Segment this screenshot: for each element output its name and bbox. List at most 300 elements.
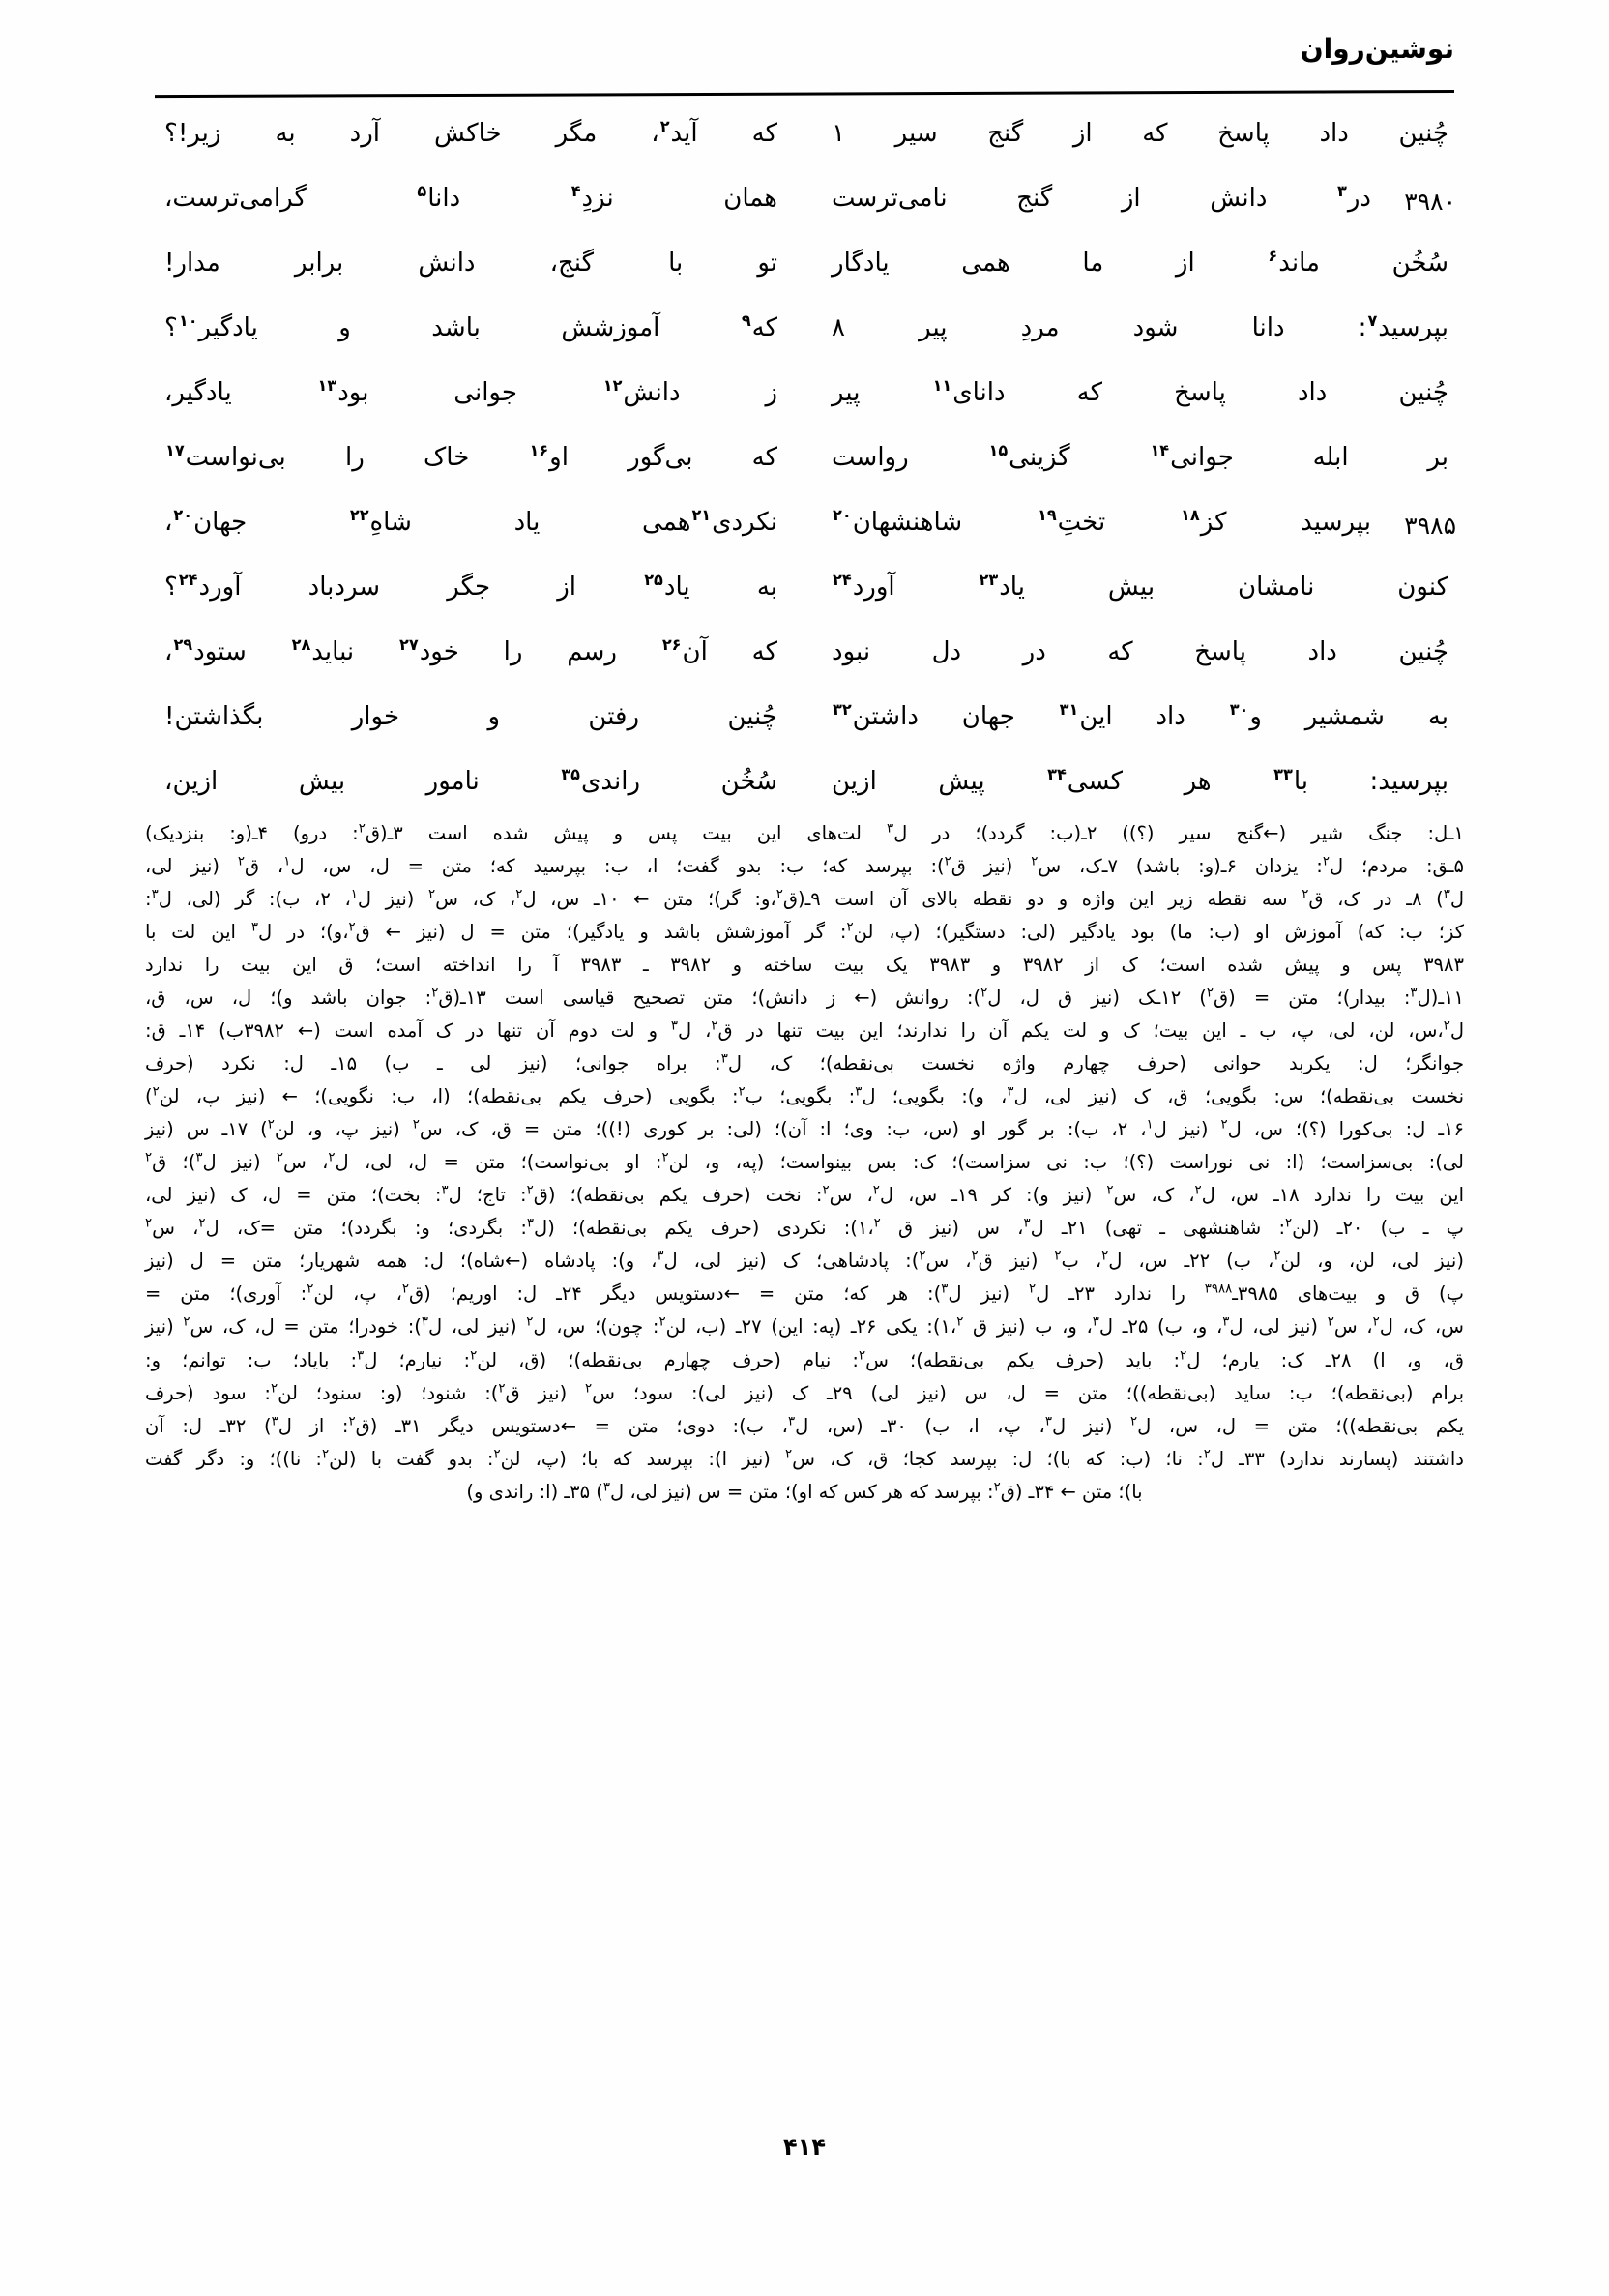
note-variant-marker: ۲ [872, 1183, 880, 1198]
verse-word: که$^۹$ [741, 311, 777, 342]
note-variant-marker: ۲ [198, 1216, 206, 1231]
verse-word: از [557, 573, 577, 602]
verse-word: یادگار [832, 249, 890, 278]
verse-word: چُنین [1398, 378, 1448, 407]
variant-marker: ۲۰ [173, 506, 193, 525]
note-variant-marker: ۲ [858, 1348, 866, 1363]
verse-word: که [1076, 378, 1102, 407]
verse-row [155, 246, 1454, 306]
note-variant-marker: ۲ [1180, 1348, 1187, 1363]
verse-word: بی‌گور [628, 443, 693, 472]
verse-word: داد [1156, 702, 1185, 731]
note-variant-marker: ۳ [441, 1183, 449, 1198]
verse-word: چُنین [1398, 637, 1448, 666]
verse-word: چُنین [1398, 119, 1448, 148]
note-variant-marker: ۲ [775, 887, 783, 902]
header-divider-rule [155, 90, 1454, 98]
verse-word: آن$^{۲۶}$ [661, 635, 708, 666]
note-variant-marker: ۲ [1220, 1117, 1228, 1133]
verse-word: را [503, 637, 523, 666]
note-variant-marker: ۳ [1443, 887, 1450, 902]
note-variant-marker: ۲ [1372, 1314, 1380, 1330]
hemistich-first [804, 181, 1454, 218]
verse-word: جوانی [453, 378, 517, 407]
verse-word: ۱ [832, 119, 846, 148]
verse-word: که [751, 443, 777, 472]
verse-word: پاسخ [1217, 119, 1270, 148]
note-variant-marker: ۲ [267, 1117, 275, 1133]
note-variant-marker: ۳ [1044, 1414, 1052, 1429]
footnote-line: پ) ق و بیت‌های ۳۹۸۵ـ$^{۳۹۸۸}$ را ندارد ۲۳ـ ل$^۲$ (نیز ل$^۳$): هر که؛ متن = ←دستویس دیگر ۲۴ـ ل: اوریم؛ (ق$^۲$، پ، لن$^۲$: آوری)؛ متن = [145, 1281, 1464, 1306]
verse-word: یادگیر، [164, 378, 232, 407]
variant-marker: ۲۶ [661, 635, 682, 655]
hemistich-second [155, 440, 804, 477]
note-variant-marker: ۲ [470, 1348, 478, 1363]
verse-word: خوار [351, 702, 400, 731]
verse-word: آورد$^{۲۴}$ [833, 571, 895, 602]
verse-word: گنج، [549, 249, 594, 278]
verse-word: نامور [425, 767, 480, 796]
note-variant-marker: ۲ [145, 1216, 153, 1231]
note-variant-marker: ۲ [526, 1183, 534, 1198]
note-variant-marker: ۲ [980, 986, 988, 1001]
note-variant-marker: ۲ [428, 887, 436, 902]
note-variant-marker: ۲ [526, 1314, 534, 1330]
verse-word: زیر!؟ [164, 119, 221, 148]
verse-word: شاهِ$^{۲۲}$ [349, 506, 412, 537]
note-variant-marker: ۲ [401, 1281, 410, 1297]
hemistich-second [155, 116, 804, 153]
verse-row [155, 570, 1454, 630]
footnote-line: ۱ـل: جنگ شیر (←گنج سیر (؟)) ۲ـ(ب: گردد)؛ در ل$^۳$ لت‌های این بیت پس و پیش شده است ۳ـ(ق$^۲$: درو) ۴ـ(و: بنزدیک) [145, 821, 1464, 844]
footnote-line: لی): بی‌سزاست؛ (ا: نی نوراست (؟)؛ ب: نی سزاست)؛ ک: بس بینواست؛ (په، و، لن$^۲$: او بی‌نواست)؛ متن = ل، لی، ل$^۲$، س$^۲$ (نیز ل$^۳$)؛ ق$^۲$ [145, 1150, 1464, 1174]
verse-word: در [1022, 637, 1046, 666]
variant-marker: ۳ [1337, 182, 1347, 201]
variant-marker: ۲۱ [691, 506, 712, 525]
note-variant-marker: ۲ [183, 1314, 190, 1330]
verse-word: جهان [961, 702, 1015, 731]
verse-word: داشتن$^{۳۲}$ [833, 700, 919, 731]
footnote-line: ۱۱ـ(ل$^۳$: بیدار)؛ متن = (ق$^۲$) ۱۲ـک (نیز ق ل، ل$^۲$): روانش (← ز دانش)؛ متن تصحیح قیاسی است ۱۳ـ(ق$^۲$: جوان باشد و)؛ ل، س، ق، [145, 986, 1464, 1010]
verse-word: ماند$^۶$ [1268, 247, 1320, 278]
verse-word: راندی$^{۳۵}$ [561, 765, 641, 796]
note-variant-marker: ۲ [1273, 1249, 1281, 1264]
note-variant-marker: ۲ [348, 1414, 356, 1429]
verse-word: جوانی$^{۱۴}$ [1150, 441, 1234, 472]
verse-word: سُخُن [720, 767, 777, 796]
note-variant-marker: ۳ [250, 920, 258, 935]
verse-word: بپرسید [1301, 508, 1371, 537]
verse-word: شمشیر [1304, 702, 1385, 731]
hemistich-first [804, 246, 1454, 282]
footnote-line: جوانگر؛ ل: یکربد حوانی (حرف چهارم واژه نخست بی‌نقطه)؛ ک، ل$^۳$: براه جوانی؛ (نیز لی ـ ب) ۱۵ـ ل: نکرد (حرف [145, 1051, 1464, 1075]
note-variant-marker: ۲ [1302, 887, 1309, 902]
verse-word: به [1427, 702, 1448, 731]
hemistich-first [804, 634, 1454, 671]
verse-word: سیر [894, 119, 938, 148]
note-variant-marker: ۲ [152, 1084, 160, 1100]
footnote-line: کز؛ ب: که) آموزش او (ب: ما) بود یادگیر (لی: دستگیر)؛ (پ، لن$^۲$: گر آموزشش باشد و یادگیر)؛ متن = ل (نیز ← ق$^۲$،و)؛ در ل$^۳$ این لت با [145, 920, 1465, 944]
variant-marker: ۱۲ [602, 376, 623, 396]
variant-marker: ۲۰ [833, 506, 852, 525]
verse-word: کز$^{۱۸}$ [1181, 506, 1227, 537]
variant-marker: ۲۴ [178, 571, 198, 590]
note-variant-marker: ۲ [145, 1150, 153, 1165]
verse-word: که [1142, 119, 1168, 148]
footnote-line: (نیز لی، لن، و، لن$^۲$، ب) ۲۲ـ س، ل$^۲$، ب$^۲$ (نیز ق$^۲$، س$^۲$): پادشاهی؛ ک (نیز لی، ل$^۳$، و): پادشاه (←شاه)؛ ل: همه شهریار؛ متن = ل (نیز [145, 1249, 1464, 1273]
note-variant-marker: ۳ [1410, 986, 1418, 1001]
note-variant-marker: ۳ [357, 1348, 365, 1363]
verse-word: مگر [555, 119, 598, 148]
verse-word: که [751, 119, 777, 148]
note-variant-marker: ۱ [283, 854, 291, 869]
note-variant-marker: ۲ [493, 1447, 501, 1462]
note-variant-marker: ۳ [941, 1281, 949, 1297]
verse-word: دانش [418, 249, 476, 278]
note-variant-marker: ۲ [358, 821, 366, 837]
verse-row [155, 116, 1454, 176]
note-variant-marker: ۳ [1007, 1084, 1014, 1100]
verse-word: داد [1307, 637, 1337, 666]
variant-marker: ۱۵ [988, 441, 1009, 460]
verse-word: پیر [832, 378, 861, 407]
running-head-title: نوشین‌روان [1300, 33, 1454, 65]
verse-word: یاد$^{۲۵}$ [644, 571, 690, 602]
note-variant-marker: ۲ [1101, 1249, 1109, 1264]
verse-word: جهان$^{۲۰}$، [164, 506, 248, 537]
verse-word: یادگیر$^{۱۰}$؟ [164, 311, 258, 342]
verse-word: مدار! [164, 249, 220, 278]
verse-row [155, 634, 1454, 694]
note-variant-marker: ۲ [1031, 854, 1039, 869]
note-variant-marker: ۲ [1029, 1281, 1037, 1297]
hemistich-first [804, 764, 1454, 801]
hemistich-second [155, 634, 804, 671]
variant-marker: ۲۷ [399, 635, 419, 655]
verse-word: ز [765, 378, 777, 407]
variant-marker: ۷ [1367, 311, 1378, 331]
note-variant-marker: ۳ [1222, 1314, 1230, 1330]
note-variant-marker: ۲ [322, 1447, 330, 1462]
verse-word: دانش [1210, 184, 1268, 213]
verse-word: گنج [1016, 184, 1053, 213]
folio-page-number: ۴۱۴ [783, 2134, 826, 2161]
verse-word: همان [723, 184, 777, 213]
variant-marker: ۱۷ [165, 441, 185, 460]
variant-marker: ۳۴ [1047, 765, 1067, 784]
variant-marker: ۱۶ [529, 441, 549, 460]
footnote-line: ق، و، ا) ۲۸ـ ک: یارم؛ ل$^۲$: باید (حرف یکم بی‌نقطه)؛ س$^۲$: نیام (حرف چهارم بی‌نقطه)؛ (ق، لن$^۲$: نیارم؛ ل$^۳$: بایاد؛ ب: توانم؛ و: [145, 1348, 1464, 1371]
verse-word: با [668, 249, 684, 278]
verse-word: کنون [1397, 573, 1448, 602]
variant-marker: ۱۸ [1181, 506, 1200, 525]
verse-word: نکردی$^{۲۱}$همی [642, 506, 777, 537]
note-variant-marker: ۲ [873, 1216, 881, 1231]
verse-word: نامی‌ترست [832, 184, 948, 213]
verse-word: شاهنشهان$^{۲۰}$ [833, 506, 963, 537]
hemistich-second [155, 699, 804, 736]
hemistich-first [804, 310, 1454, 347]
variant-marker: ۳۳ [1273, 765, 1293, 784]
footnote-line: ۱۶ـ ل: بی‌کورا (؟)؛ س، ل$^۲$ (نیز ل$^۱$، ۲، ب): بر گور او (س، ب: وی؛ ا: آن)؛ (لی: بر کوری (!))؛ متن = ق، ک، س$^۲$ (نیز پ، و، لن$^۲$) ۱۷ـ س (نیز [145, 1117, 1464, 1141]
note-variant-marker: ۳ [670, 1018, 679, 1034]
note-variant-marker: ۳ [657, 1249, 664, 1264]
note-variant-marker: ۲ [271, 1381, 278, 1397]
hemistich-second [155, 505, 804, 542]
hemistich-second [155, 310, 804, 347]
verse-word: کسی$^{۳۴}$ [1047, 765, 1124, 796]
verse-word: ۸ [832, 313, 845, 342]
verse-row [155, 310, 1454, 370]
verse-word: بگذاشتن! [164, 702, 264, 731]
variant-marker: ۲۴ [833, 571, 852, 590]
note-variant-marker: ۲ [944, 854, 951, 869]
verse-word: سُخُن [1391, 249, 1448, 278]
note-variant-marker: ۲ [785, 1447, 793, 1462]
hemistich-second [155, 570, 804, 606]
verse-word: ازین [832, 767, 877, 796]
verse-word: این$^{۳۱}$ [1059, 700, 1113, 731]
variant-marker: ۲۹ [173, 635, 193, 655]
note-variant-marker: ۱ [350, 887, 358, 902]
verse-row [155, 181, 1454, 241]
verse-word: به [275, 119, 296, 148]
variant-marker: ۳۰ [1229, 700, 1249, 720]
verse-row [155, 764, 1454, 824]
note-variant-marker: ۲ [1203, 1447, 1211, 1462]
note-variant-marker: ۲ [515, 887, 523, 902]
hemistich-second [155, 246, 804, 282]
verse-word: برابر [294, 249, 344, 278]
note-variant-marker: ۲ [1322, 854, 1330, 869]
verse-word: داد [1297, 378, 1328, 407]
footnote-apparatus [145, 817, 1464, 1509]
verse-word: دانش$^{۱۲}$ [602, 376, 681, 407]
verse-word: همی [961, 249, 1010, 278]
hemistich-first [804, 570, 1454, 606]
footnote-line: ۳۹۸۳ پس و پیش شده است؛ ک از ۳۹۸۲ و ۳۹۸۳ یک بیت ساخته و ۳۹۸۲ ـ ۳۹۸۳ آ را انداخته است؛ ق این بیت را ندارد [145, 954, 1464, 977]
variant-marker: ۱۱ [932, 376, 952, 396]
verse-word: سردباد [307, 573, 381, 602]
hemistich-first [804, 505, 1454, 542]
variant-marker: ۱۹ [1037, 506, 1057, 525]
note-variant-marker: ۲ [307, 1281, 314, 1297]
verse-word: خاک [424, 443, 470, 472]
verse-word: رواست [832, 443, 909, 472]
verse-word: نامشان [1238, 573, 1315, 602]
verse-word: تو [757, 249, 777, 278]
note-variant-marker: ۲ [1106, 1183, 1114, 1198]
variant-marker: ۲ [659, 117, 670, 136]
note-variant-marker: ۲ [971, 1249, 979, 1264]
verse-word: و [338, 313, 351, 342]
note-variant-marker: ۲ [1054, 1249, 1062, 1264]
variant-marker: ۲۳ [979, 571, 999, 590]
verse-word: پاسخ [1194, 637, 1246, 666]
verse-word: با$^{۳۳}$ [1273, 765, 1308, 796]
note-variant-marker: ۲ [1327, 1314, 1334, 1330]
note-variant-marker: ۲ [1443, 1018, 1450, 1034]
note-variant-marker: ۳ [855, 1084, 863, 1100]
hemistich-first [804, 699, 1454, 736]
note-variant-marker: ۲ [348, 920, 356, 935]
verse-word: داد [1319, 119, 1349, 148]
note-variant-marker: ۲ [1130, 1414, 1138, 1429]
verse-word: یاد [513, 508, 541, 537]
verse-word: آورد$^{۲۴}$؟ [164, 571, 242, 602]
verse-line-number: ۳۹۸۰ [1404, 188, 1456, 216]
note-variant-marker: ۲ [276, 1150, 284, 1165]
note-variant-marker: ۳ [1023, 1216, 1031, 1231]
footnote-line: پ ـ ب) ۲۰ـ (لن$^۲$: شاهنشهی ـ تهی) ۲۱ـ ل$^۳$، س (نیز ق ۱،$^۲$): نکردی (حرف یکم بی‌نقطه)؛ (ل$^۳$: بگردی؛ و: بگردد)؛ متن =ک، ل$^۲$، س$^۲$ [145, 1216, 1464, 1240]
note-variant-marker: ۳۹۸۸ [1204, 1281, 1233, 1297]
verse-word: یاد$^{۲۳}$ [979, 571, 1025, 602]
verse-word: آموزشش [561, 313, 660, 342]
variant-marker: ۲۸ [291, 635, 311, 655]
verse-word: گنج [987, 119, 1024, 148]
verse-word: هر [1184, 767, 1212, 796]
note-variant-marker: ۲ [498, 1381, 506, 1397]
verse-block [155, 116, 1456, 796]
note-variant-marker: ۳ [886, 821, 894, 837]
verse-row [155, 440, 1454, 500]
verse-word: و$^{۳۰}$ [1229, 700, 1262, 731]
variant-marker: ۳۱ [1059, 700, 1079, 720]
note-variant-marker: ۲ [412, 1117, 420, 1133]
verse-row [155, 699, 1454, 759]
verse-word: که [751, 637, 777, 666]
note-variant-marker: ۲ [1285, 1216, 1293, 1231]
hemistich-second [155, 181, 804, 218]
verse-word: بود$^{۱۳}$ [317, 376, 369, 407]
verse-word: ما [1082, 249, 1104, 278]
footnote-line: این بیت را ندارد ۱۸ـ س، ل$^۲$، ک، س$^۲$ (نیز و): کر ۱۹ـ س، ل$^۲$، س$^۲$: نخت (حرف یکم بی‌نقطه)؛ (ق$^۲$: تاج؛ ل$^۳$: بخت)؛ متن = ل، ک (نیز لی، [145, 1183, 1465, 1207]
verse-word: نبود [832, 637, 871, 666]
variant-marker: ۹ [741, 311, 751, 331]
variant-marker: ۲۵ [644, 571, 663, 590]
verse-word: بپرسید: [1369, 767, 1448, 796]
variant-marker: ۴ [570, 182, 581, 201]
note-variant-marker: ۳ [720, 1051, 728, 1067]
variant-marker: ۲۲ [349, 506, 369, 525]
hemistich-first [804, 375, 1454, 412]
verse-word: پیش [938, 767, 985, 796]
note-variant-marker: ۲ [993, 1480, 1001, 1495]
variant-marker: ۶ [1268, 247, 1278, 266]
note-variant-marker: ۲ [1206, 986, 1214, 1001]
verse-word: در$^۳$ [1337, 182, 1371, 213]
note-variant-marker: ۳ [1092, 1314, 1099, 1330]
verse-word: تختِ$^{۱۹}$ [1037, 506, 1106, 537]
verse-word: آید$^۲$، [651, 117, 698, 148]
note-variant-marker: ۳ [151, 887, 159, 902]
verse-row [155, 505, 1454, 565]
note-variant-marker: ۲ [738, 1084, 746, 1100]
footnote-line: با)؛ متن ← ۳۴ـ (ق$^۲$: بپرسد که هر کس که او)؛ متن = س (نیز لی، ل$^۳$) ۳۵ـ (ا: راندی و) [466, 1480, 1143, 1503]
verse-word: را [345, 443, 365, 472]
verse-word: به [756, 573, 777, 602]
note-variant-marker: ۲ [919, 1249, 926, 1264]
verse-word: گرامی‌ترست، [164, 184, 307, 213]
verse-word: رسم [567, 637, 617, 666]
verse-word: که [1107, 637, 1133, 666]
verse-word: خود$^{۲۷}$ [399, 635, 459, 666]
variant-marker: ۱۳ [317, 376, 337, 396]
verse-word: آرد [349, 119, 381, 148]
footnote-line: یکم بی‌نقطه))؛ متن = ل، س، ل$^۲$ (نیز ل$^۳$، پ، ا، ب) ۳۰ـ (س، ل$^۳$، ب): دوی؛ متن = ←دستویس دیگر ۳۱ـ (ق$^۲$: از ل$^۳$) ۳۲ـ ل: آن [145, 1414, 1464, 1437]
verse-word: ابله [1312, 443, 1349, 472]
note-variant-marker: ۱ [1146, 1117, 1154, 1133]
hemistich-second [155, 764, 804, 801]
verse-word: جگر [447, 573, 491, 602]
footnote-line: داشتند (پسارند ندارد) ۳۳ـ ل$^۲$: نا؛ (ب: که با)؛ ل: بپرسد کجا؛ ق، ک، س$^۲$ (نیز ا): بپرسد که با؛ (پ، لن$^۲$: بدو گفت با (لن$^۲$: نا))؛ و: دگر گفت [145, 1447, 1464, 1470]
verse-word: او$^{۱۶}$ [529, 441, 569, 472]
verse-word: پاسخ [1174, 378, 1226, 407]
hemistich-second [155, 375, 804, 412]
verse-word: بیش [298, 767, 346, 796]
verse-word: مردِ [1020, 313, 1060, 342]
note-variant-marker: ۲ [711, 1018, 718, 1034]
verse-word: بپرسید$^۷$: [1358, 311, 1448, 342]
verse-word: چُنین [727, 702, 777, 731]
note-variant-marker: ۳ [787, 1414, 796, 1429]
note-variant-marker: ۲ [328, 1150, 336, 1165]
verse-word: دل [931, 637, 962, 666]
verse-word: شود [1132, 313, 1179, 342]
note-variant-marker: ۲ [822, 1183, 830, 1198]
note-variant-marker: ۳ [421, 1314, 428, 1330]
verse-word: و [487, 702, 500, 731]
verse-word: رفتن [588, 702, 640, 731]
verse-word: بیش [1107, 573, 1156, 602]
verse-word: دانا [1251, 313, 1285, 342]
verse-word: گزینی$^{۱۵}$ [988, 441, 1070, 472]
verse-word: پیر [919, 313, 948, 342]
verse-word: از [1121, 184, 1141, 213]
verse-word: بر [1427, 443, 1448, 472]
note-variant-marker: ۳ [602, 1480, 610, 1495]
note-variant-marker: ۳ [526, 1216, 535, 1231]
note-variant-marker: ۲ [585, 1381, 593, 1397]
verse-word: از [1175, 249, 1195, 278]
verse-word: نزدِ$^۴$ [570, 182, 614, 213]
hemistich-first [804, 440, 1454, 477]
note-variant-marker: ۳ [195, 1150, 203, 1165]
variant-marker: ۵ [417, 182, 427, 201]
footnote-line: س، ک، ل$^۲$، س$^۲$ (نیز لی، ل$^۳$، و، ب) ۲۵ـ ل$^۳$، و، ب (نیز ق ۱،$^۲$): یکی ۲۶ـ (په: این) ۲۷ـ (ب، لن$^۲$: چون)؛ س، ل$^۲$ (نیز لی، ل$^۳$): خودرا؛ متن = ل، ک، س$^۲$ (نیز [145, 1314, 1464, 1339]
page-header [155, 33, 1454, 93]
footnote-line: ل$^۳$) ۸ـ در ک، ق$^۲$ سه نقطه زیر این واژه و دو نقطه بالای آن است ۹ـ(ق$^۲$،و: گر)؛ متن ← ۱۰ـ س، ل$^۲$، ک، س$^۲$ (نیز ل$^۱$، ۲، ب): گر (لی، ل$^۳$: [145, 887, 1464, 911]
hemistich-first [804, 116, 1454, 153]
variant-marker: ۳۲ [833, 700, 852, 720]
note-variant-marker: ۲ [1194, 1183, 1202, 1198]
variant-marker: ۱۴ [1150, 441, 1170, 460]
verse-word: ازین، [164, 767, 219, 796]
footnote-line: نخست بی‌نقطه)؛ س: بگویی؛ ق، ک (نیز لی، ل$^۳$، و): بگویی؛ ل$^۳$: بگویی؛ ب$^۲$: بگویی (حرف یکم بی‌نقطه)؛ (ا، ب: نگویی)؛ ← (نیز پ، لن$^۲$) [145, 1084, 1465, 1108]
verse-word: بی‌نواست$^{۱۷}$ [165, 441, 286, 472]
note-variant-marker: ۲ [956, 1314, 964, 1330]
verse-word: دانای$^{۱۱}$ [932, 376, 1006, 407]
note-variant-marker: ۲ [431, 986, 439, 1001]
variant-marker: ۳۵ [561, 765, 581, 784]
verse-word: دانا$^۵$ [417, 182, 461, 213]
footnote-line: برام (بی‌نقطه)؛ ب: ساید (بی‌نقطه))؛ متن = ل، س (نیز لی) ۲۹ـ ک (نیز لی): سود؛ س$^۲$ (نیز ق$^۲$): شنود؛ (و: سنود؛ لن$^۲$: سود (حرف [145, 1381, 1465, 1404]
verse-word: از [1072, 119, 1093, 148]
variant-marker: ۱۰ [178, 311, 198, 331]
note-variant-marker: ۲ [661, 1150, 669, 1165]
footnote-line: ۵ـق: مردم؛ ل$^۲$: یزدان ۶ـ(و: باشد) ۷ـ‌ک، س$^۲$ (نیز ق$^۲$): بپرسد که؛ ب: بدو گفت؛ ا، ب: بپرسید که؛ متن = ل، س، ل$^۱$، ق$^۲$ (نیز لی، [145, 854, 1464, 878]
verse-word: خاکش [434, 119, 502, 148]
